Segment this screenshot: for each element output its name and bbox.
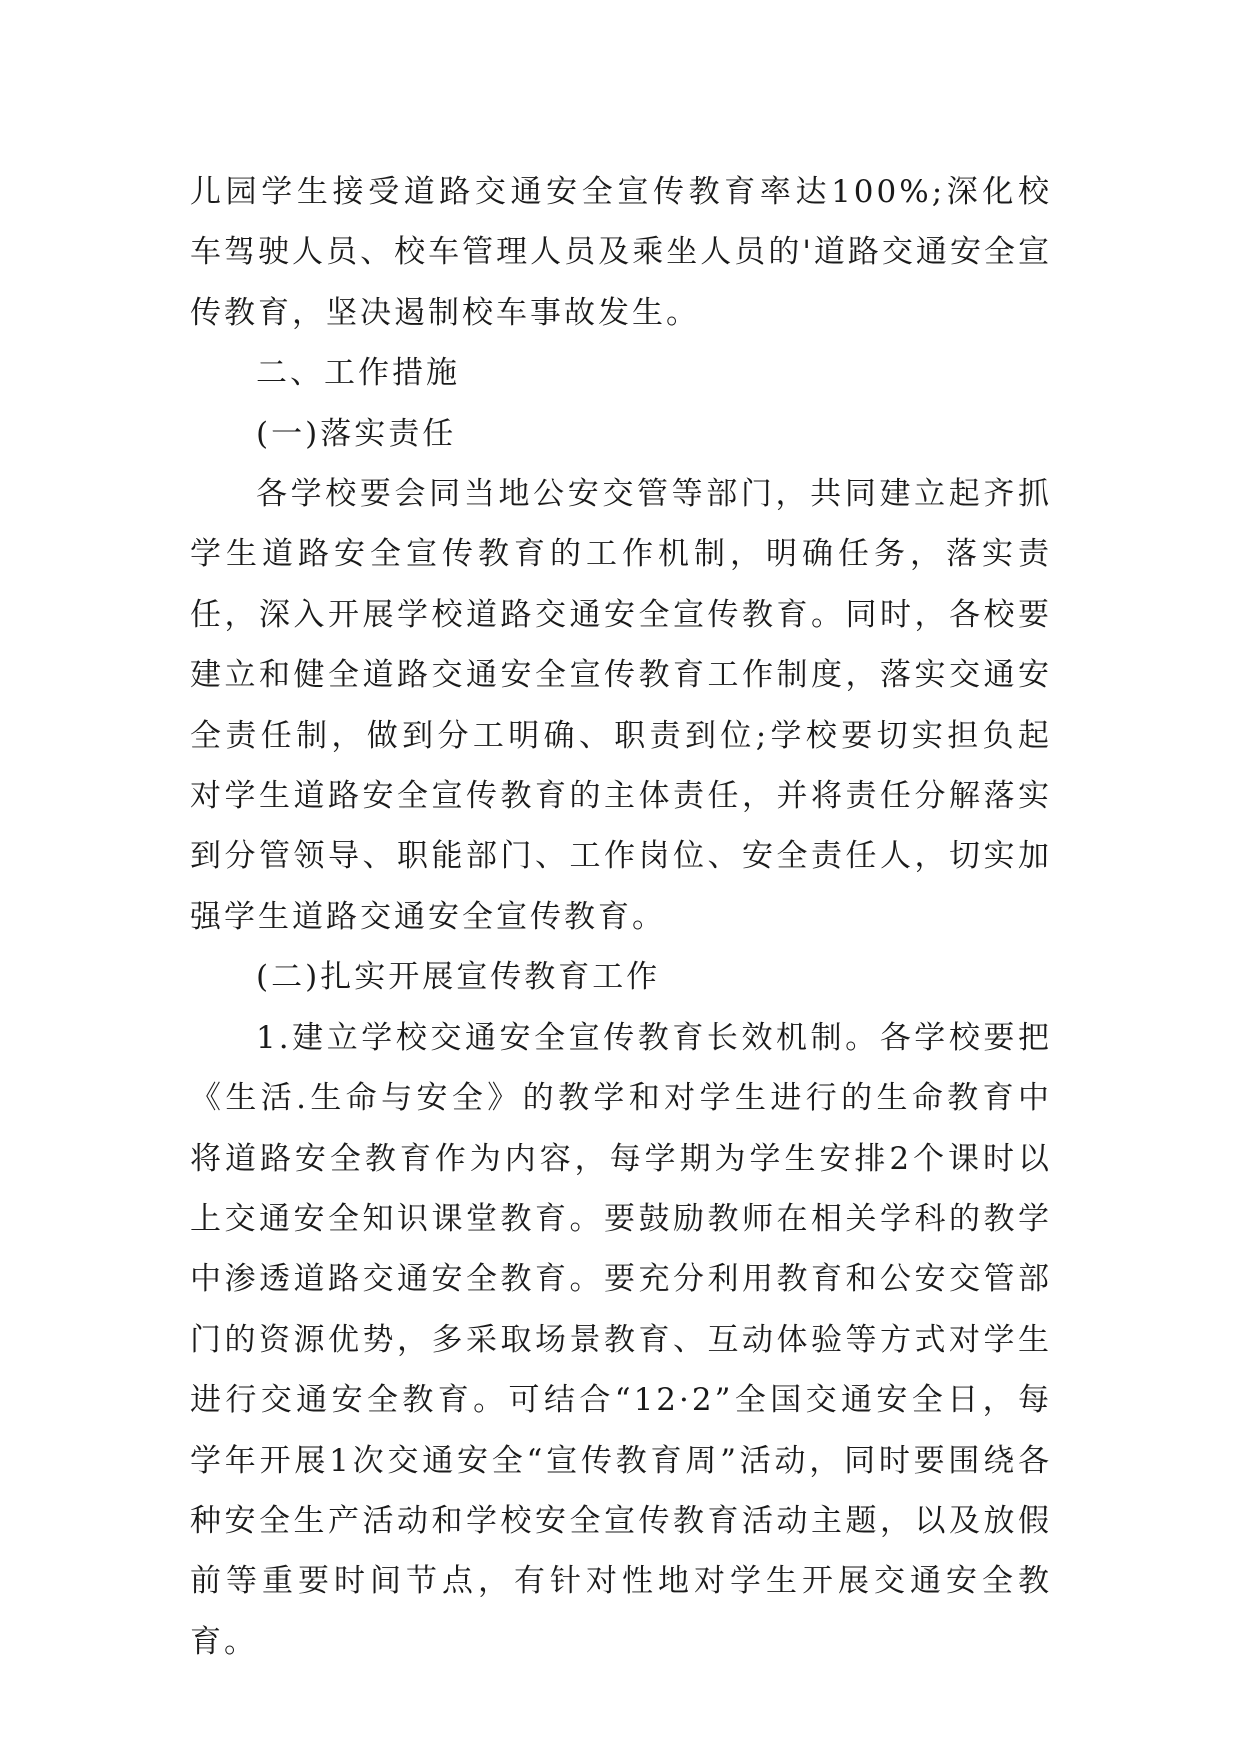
paragraph-mechanism: 1.建立学校交通安全宣传教育长效机制。各学校要把《生活.生命与安全》的教学和对学生进行的生命教育中将道路安全教育作为内容，每学期为学生安排2个课时以上交通安全知识课堂教育。要鼓励教师在相关学科的教学中渗透道路交通安全教育。要充分利用教育和公安交管部门的资源优势，多采取场景教育、互动体验等方式对学生进行交通安全教育。可结合“12·2”全国交通安全日，每学年开展1次交通安全“宣传教育周”活动，同时要围绕各种安全生产活动和学校安全宣传教育活动主题，以及放假前等重要时间节点，有针对性地对学生开展交通安全教育。 [190, 1019, 1052, 1660]
paragraph-responsibility: 各学校要会同当地公安交管等部门，共同建立起齐抓学生道路安全宣传教育的工作机制，明确任务，落实责任，深入开展学校道路交通安全宣传教育。同时，各校要建立和健全道路交通安全宣传教育工作制度，落实交通安全责任制，做到分工明确、职责到位;学校要切实担负起对学生道路安全宣传教育的主体责任，并将责任分解落实到分管领导、职能部门、工作岗位、安全责任人，切实加强学生道路交通安全宣传教育。 [190, 476, 1052, 935]
subsection-heading-education-work: (二)扎实开展宣传教育工作 [256, 959, 661, 996]
document-body [190, 162, 1052, 1672]
subsection-heading-responsibility: (一)落实责任 [256, 415, 457, 452]
section-heading-work-measures: 二、工作措施 [256, 355, 460, 392]
paragraph-continuation: 儿园学生接受道路交通安全宣传教育率达100%;深化校车驾驶人员、校车管理人员及乘坐人员的'道路交通安全宣传教育，坚决遏制校车事故发生。 [190, 174, 1052, 331]
